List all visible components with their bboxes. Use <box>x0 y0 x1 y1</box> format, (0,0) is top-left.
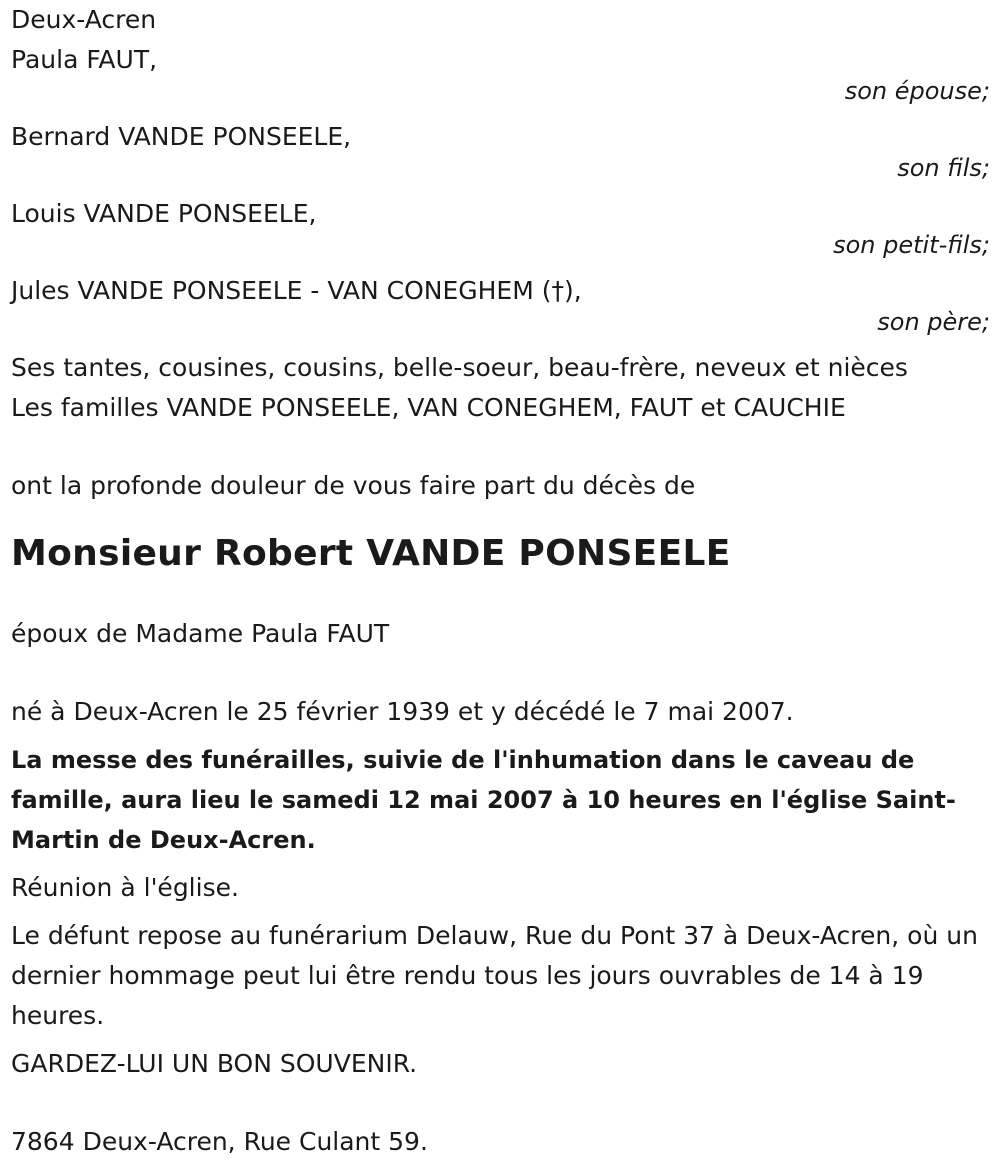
family-name-spouse: Paula FAUT, <box>11 45 158 74</box>
meeting-line: Réunion à l'église. <box>11 873 239 902</box>
deceased-name: Monsieur Robert VANDE PONSEELE <box>11 533 731 574</box>
family-name-grandson: Louis VANDE PONSEELE, <box>11 199 317 228</box>
family-relation-spouse: son épouse; <box>844 77 990 105</box>
family-relation-father: son père; <box>877 308 990 336</box>
closing-line: GARDEZ-LUI UN BON SOUVENIR. <box>11 1049 418 1078</box>
family-name-son: Bernard VANDE PONSEELE, <box>11 122 352 151</box>
relatives-line: Ses tantes, cousines, cousins, belle-soeur, beau-frère, neveux et nièces <box>11 353 908 382</box>
obituary-notice <box>11 0 990 1162</box>
locality: Deux-Acren <box>11 5 157 34</box>
family-relation-son: son fils; <box>897 154 990 182</box>
spouse-line: époux de Madame Paula FAUT <box>11 619 390 648</box>
funerarium-paragraph: Le défunt repose au funérarium Delauw, Rue du Pont 37 à Deux-Acren, où un dernier hommage peut lui être rendu tous les jours ouvrables de 14 à 19 heures. <box>11 921 978 1030</box>
families-line: Les familles VANDE PONSEELE, VAN CONEGHEM, FAUT et CAUCHIE <box>11 393 846 422</box>
funeral-notice: La messe des funérailles, suivie de l'inhumation dans le caveau de famille, aura lieu le samedi 12 mai 2007 à 10 heures en l'église Saint-Martin de Deux-Acren. <box>11 746 956 854</box>
address-line: 7864 Deux-Acren, Rue Culant 59. <box>11 1127 428 1156</box>
family-name-father: Jules VANDE PONSEELE - VAN CONEGHEM (†), <box>11 276 582 305</box>
birth-death-line: né à Deux-Acren le 25 février 1939 et y décédé le 7 mai 2007. <box>11 697 794 726</box>
family-relation-grandson: son petit-fils; <box>833 231 990 259</box>
announcement-line: ont la profonde douleur de vous faire part du décès de <box>11 471 696 500</box>
